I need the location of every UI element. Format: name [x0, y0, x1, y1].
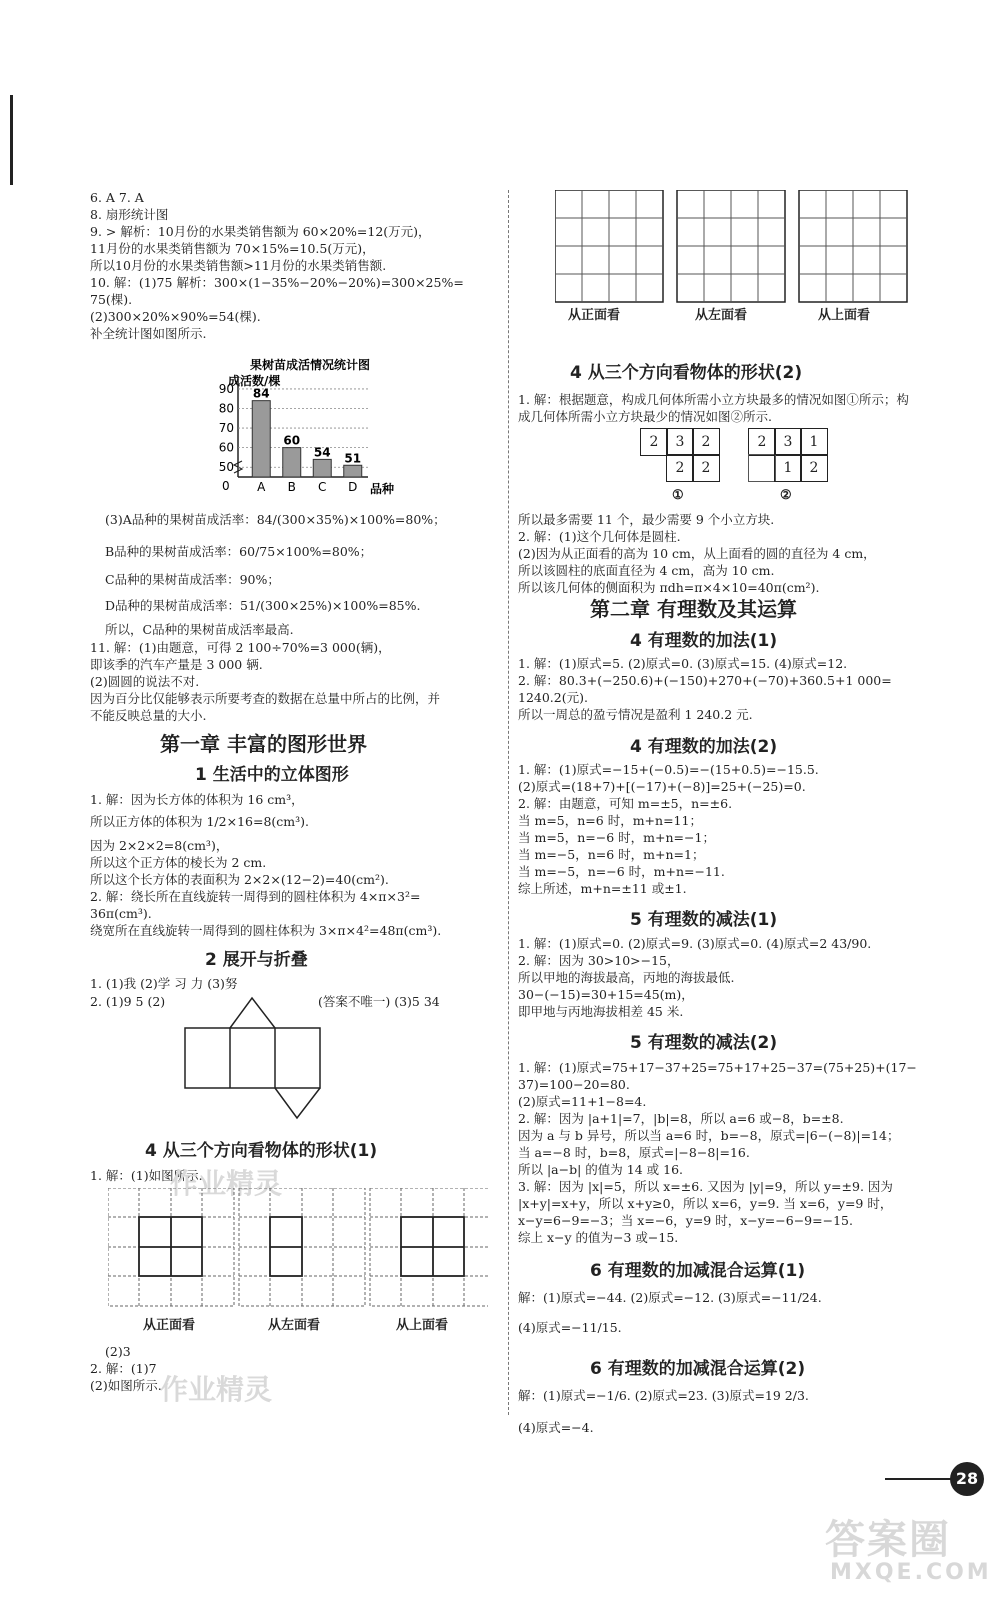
chart-y-tick-label: 70	[218, 421, 234, 436]
bar-chart	[200, 355, 420, 505]
text-line: 1. 解：(1)原式=−15+(−0.5)=−(15+0.5)=−15.5.	[518, 762, 819, 777]
chart-data-label: 51	[344, 451, 362, 466]
text-line: |x+y|=x+y，所以 x+y≥0，所以 x=6，y=9. 当 x=6，y=9 时，	[518, 1196, 893, 1211]
three-view-grids-right	[555, 190, 935, 310]
chart-y-tick-label: 50	[218, 460, 234, 475]
text-line: D品种的果树苗成活率：51/(300×25%)×100%=85%.	[105, 598, 421, 613]
text-line: 因为 2×2×2=8(cm³)，	[90, 838, 229, 853]
text-line: 9. > 解析：10月份的水果类销售额为 60×20%=12(万元)，	[90, 224, 431, 239]
view-label-front: 从正面看	[143, 1318, 196, 1333]
text-line: 因为 a 与 b 异号，所以当 a=6 时，b=−8，原式=|6−(−8)|=14；	[518, 1128, 900, 1143]
chart-bar	[252, 401, 270, 477]
cell	[748, 454, 776, 482]
text-line: (2)因为从正面看的高为 10 cm，从上面看的圆的直径为 4 cm，	[518, 546, 876, 561]
text-line: 成几何体所需小立方块最少的情况如图②所示.	[518, 409, 772, 424]
text-line: 解：(1)原式=−44. (2)原式=−12. (3)原式=−11/24.	[518, 1290, 822, 1305]
cell: 2	[692, 428, 720, 456]
section-title: 6 有理数的加减混合运算(1)	[590, 1261, 806, 1281]
text-line: 6. A 7. A	[90, 190, 144, 205]
text-line: 所以 |a−b| 的值为 14 或 16.	[518, 1162, 684, 1177]
chart-xlabel: 品种	[370, 482, 395, 496]
cell: 2	[640, 428, 668, 456]
text-line: 因为百分比仅能够表示所要考查的数据在总量中所占的比例，并	[90, 691, 441, 706]
text-line: (2)如图所示.	[90, 1378, 162, 1393]
text-line: 1240.2(元).	[518, 690, 588, 705]
text-line: 所以该几何体的侧面积为 πdh=π×4×10=40π(cm²).	[518, 580, 820, 595]
text-line: 当 m=5，n=−6 时，m+n=−1；	[518, 830, 715, 845]
view-label-top: 从上面看	[396, 1318, 449, 1333]
page-number: 28	[950, 1462, 984, 1496]
section-title: 4 有理数的加法(1)	[630, 631, 778, 651]
text-line: 1. 解：根据题意，构成几何体所需小立方块最多的情况如图①所示；构	[518, 392, 909, 407]
cell: 2	[692, 454, 720, 482]
text-line: 当 m=−5，n=−6 时，m+n=−11.	[518, 864, 725, 879]
text-line: 不能反映总量的大小.	[90, 708, 207, 723]
text-line: 2. 解：80.3+(−250.6)+(−150)+270+(−70)+360.5+1 000=	[518, 673, 892, 688]
view-label-left: 从左面看	[695, 308, 748, 323]
figure-label: ①	[672, 488, 684, 503]
text-line: 所以，C品种的果树苗成活率最高.	[105, 622, 294, 637]
watermark: 作业精灵	[160, 1373, 273, 1406]
text-line: (2)原式=(18+7)+[(−17)+(−8)]=25+(−25)=0.	[518, 779, 806, 794]
text-line: 8. 扇形统计图	[90, 207, 169, 222]
text-line: 所以甲地的海拔最高，丙地的海拔最低.	[518, 970, 735, 985]
text-line: (2)3	[105, 1344, 131, 1359]
text-line: 1. 解：(1)原式=0. (2)原式=9. (3)原式=0. (4)原式=2 43/90.	[518, 936, 872, 951]
section-title: 2 展开与折叠	[205, 950, 308, 970]
watermark: 作业精灵	[170, 1167, 283, 1200]
chart-bar	[313, 459, 331, 477]
chart-x-tick-label: D	[348, 480, 358, 494]
text-line: 1. 解：因为长方体的体积为 16 cm³，	[90, 792, 304, 807]
chart-title: 果树苗成活情况统计图	[249, 358, 371, 372]
text-line: 所以这个长方体的表面积为 2×2×(12−2)=40(cm²).	[90, 872, 389, 887]
text-line: 1. 解：(1)如图所示.	[90, 1168, 203, 1183]
cell: 2	[748, 428, 776, 456]
text-line: 1. (1)我 (2)学 习 力 (3)努	[90, 976, 238, 991]
text-line: 1. 解：(1)原式=5. (2)原式=0. (3)原式=15. (4)原式=12.	[518, 656, 848, 671]
text-line: 解：(1)原式=−1/6. (2)原式=23. (3)原式=19 2/3.	[518, 1388, 809, 1403]
text-line: 所以正方体的体积为 1/2×16=8(cm³).	[90, 814, 309, 829]
text-line: 30−(−15)=30+15=45(m)，	[518, 987, 694, 1002]
chart-ylabel: 成活数/棵	[228, 374, 281, 388]
text-line: 当 m=−5，n=6 时，m+n=1；	[518, 847, 705, 862]
chapter-2-title: 第二章 有理数及其运算	[590, 597, 797, 621]
three-view-grids	[108, 1188, 488, 1308]
text-line: 即该季的汽车产量是 3 000 辆.	[90, 657, 263, 672]
chart-origin: 0	[222, 479, 230, 493]
cell: 2	[666, 454, 694, 482]
cell: 1	[774, 454, 802, 482]
chart-data-label: 84	[252, 386, 270, 401]
text-line: (2)300×20%×90%=54(棵).	[90, 309, 261, 324]
text-line: 即甲地与丙地海拔相差 45 米.	[518, 1004, 684, 1019]
text-line: (4)原式=−4.	[518, 1420, 594, 1435]
text-line: 所以10月份的水果类销售额>11月份的水果类销售额.	[90, 258, 387, 273]
view-label-left: 从左面看	[268, 1318, 321, 1333]
chart-bar	[344, 465, 362, 477]
text-line: 2. 解：绕长所在直线旋转一周得到的圆柱体积为 4×π×3²=	[90, 889, 421, 904]
cell: 1	[800, 428, 828, 456]
page-number-rule	[885, 1478, 955, 1480]
text-line: (4)原式=−11/15.	[518, 1320, 622, 1335]
chart-x-tick-label: A	[257, 480, 266, 494]
section-title: 4 从三个方向看物体的形状(1)	[145, 1141, 378, 1161]
chart-data-label: 54	[313, 445, 331, 460]
text-line: 所以一周总的盈亏情况是盈利 1 240.2 元.	[518, 707, 753, 722]
text-line: (答案不唯一) (3)5 34	[318, 994, 440, 1009]
chart-y-tick-label: 60	[218, 440, 234, 455]
text-line: 2. (1)9 5 (2)	[90, 994, 166, 1009]
text-line: 3. 解：因为 |x|=5，所以 x=±6. 又因为 |y|=9，所以 y=±9. 因为	[518, 1179, 893, 1194]
text-line: 2. 解：(1)这个几何体是圆柱.	[518, 529, 681, 544]
text-line: B品种的果树苗成活率：60/75×100%=80%；	[105, 544, 373, 559]
text-line: (2)圆圆的说法不对.	[90, 674, 200, 689]
view-label-front: 从正面看	[568, 308, 621, 323]
text-line: 绕宽所在直线旋转一周得到的圆柱体积为 3×π×4²=48π(cm³).	[90, 923, 442, 938]
text-line: x−y=6−9=−3；当 x=−6，y=9 时，x−y=−6−9=−15.	[518, 1213, 853, 1228]
logo-watermark: 答案圈	[825, 1517, 951, 1563]
text-line: 11. 解：(1)由题意，可得 2 100÷70%=3 000(辆)，	[90, 640, 391, 655]
text-line: 综上 x−y 的值为−3 或−15.	[518, 1230, 679, 1245]
text-line: 2. 解：因为 |a+1|=7，|b|=8，所以 a=6 或−8，b=±8.	[518, 1111, 844, 1126]
text-line: 10. 解：(1)75 解析：300×(1−35%−20%−20%)=300×25%=	[90, 275, 464, 290]
text-line: 2. 解：由题意，可知 m=±5，n=±6.	[518, 796, 733, 811]
section-title: 4 从三个方向看物体的形状(2)	[570, 363, 803, 383]
text-line: (2)原式=11+1−8=4.	[518, 1094, 647, 1109]
column-divider	[508, 190, 509, 1415]
text-line: 2. 解：(1)7	[90, 1361, 157, 1376]
text-line: 37)=100−20=80.	[518, 1077, 630, 1092]
text-line: (3)A品种的果树苗成活率：84/(300×35%)×100%=80%；	[105, 512, 446, 527]
chart-y-tick-label: 80	[218, 401, 234, 416]
text-line: 当 m=5，n=6 时，m+n=11；	[518, 813, 702, 828]
chart-data-label: 60	[283, 433, 301, 448]
section-title: 6 有理数的加减混合运算(2)	[590, 1359, 806, 1379]
cell: 3	[666, 428, 694, 456]
chapter-1-title: 第一章 丰富的图形世界	[160, 732, 367, 756]
view-label-top: 从上面看	[818, 308, 871, 323]
text-line: 2. 解：因为 30>10>−15，	[518, 953, 680, 968]
text-line: 综上所述，m+n=±11 或±1.	[518, 881, 687, 896]
chart-y-tick-label: 90	[218, 381, 234, 396]
margin-mark	[10, 95, 13, 185]
logo-url: MXQE.COM	[830, 1560, 992, 1585]
cell: 2	[800, 454, 828, 482]
figure-label: ②	[780, 488, 792, 503]
chart-x-tick-label: C	[318, 480, 327, 494]
text-line: 所以这个正方体的棱长为 2 cm.	[90, 855, 267, 870]
chart-bar	[283, 448, 301, 477]
text-line: 11月份的水果类销售额为 70×15%=10.5(万元)，	[90, 241, 375, 256]
chart-x-tick-label: B	[287, 480, 296, 494]
text-line: 所以该圆柱的底面直径为 4 cm，高为 10 cm.	[518, 563, 775, 578]
cell: 3	[774, 428, 802, 456]
text-line: 所以最多需要 11 个，最少需要 9 个小立方块.	[518, 512, 775, 527]
text-line: C品种的果树苗成活率：90%；	[105, 572, 280, 587]
text-line: 36π(cm³).	[90, 906, 152, 921]
section-title: 1 生活中的立体图形	[195, 765, 349, 785]
text-line: 补全统计图如图所示.	[90, 326, 207, 341]
cube-net-figure	[180, 995, 330, 1125]
section-title: 4 有理数的加法(2)	[630, 737, 778, 757]
section-title: 5 有理数的减法(1)	[630, 910, 778, 930]
text-line: 当 a=−8 时，b=8，原式=|−8−8|=16.	[518, 1145, 750, 1160]
text-line: 1. 解：(1)原式=75+17−37+25=75+17+25−37=(75+25)+(17−	[518, 1060, 917, 1075]
section-title: 5 有理数的减法(2)	[630, 1033, 778, 1053]
text-line: 75(棵).	[90, 292, 133, 307]
